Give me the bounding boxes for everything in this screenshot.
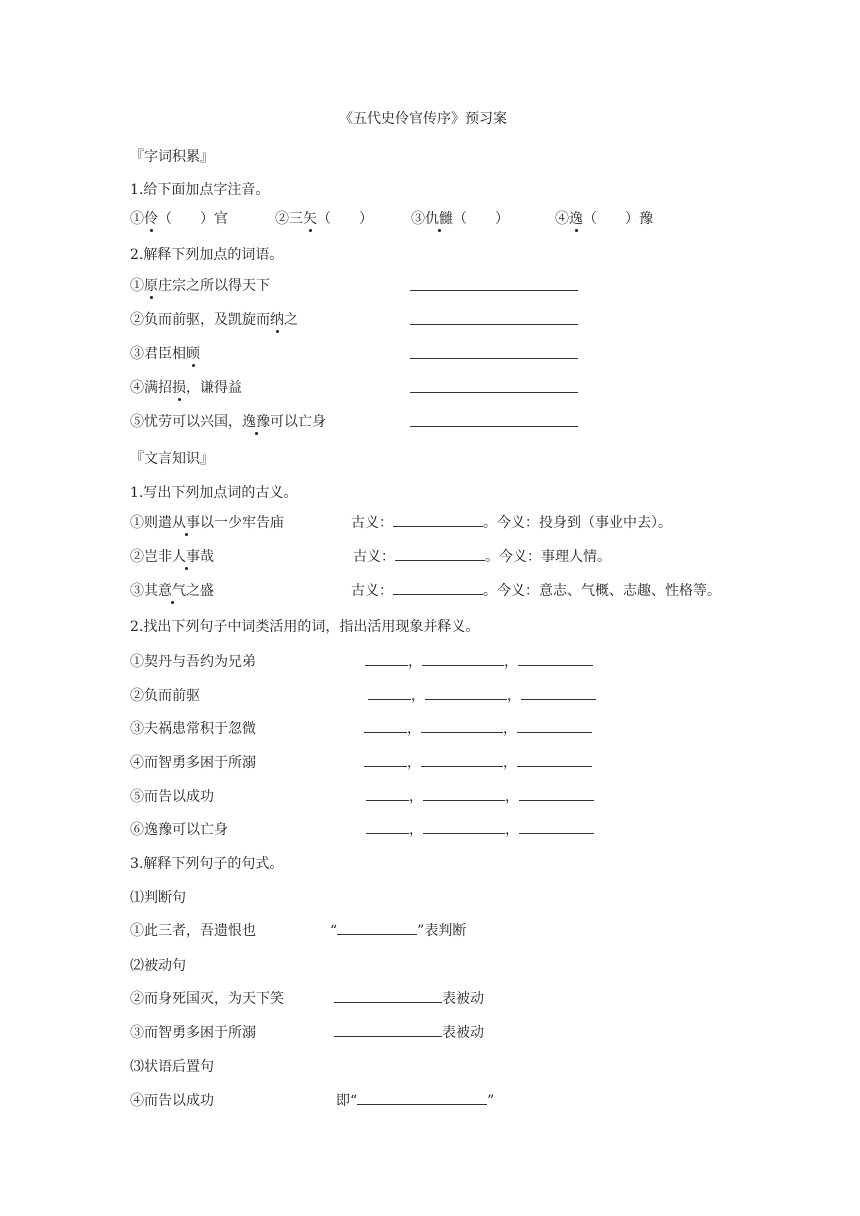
- answer-blank[interactable]: [410, 414, 578, 432]
- pattern-item-3: ③而智勇多困于所溺: [130, 1025, 256, 1041]
- dotted-char: 矢: [303, 211, 317, 227]
- subheading-judgment: ⑴判断句: [130, 890, 186, 906]
- dotted-char: 伶: [144, 211, 158, 227]
- word-class-item-3: ③夫祸患常积于忽微: [130, 721, 256, 737]
- answer-blanks: ， ，: [366, 788, 594, 806]
- pattern-answer-4: 即“ ”: [336, 1093, 495, 1109]
- dotted-char: 损: [172, 380, 186, 396]
- dotted-char: 从事: [172, 515, 200, 531]
- answer-blank[interactable]: [395, 548, 485, 561]
- answer-blanks: ， ，: [368, 687, 596, 705]
- ancient-meaning-answer-3: 古义： 。今义：意志、气概、志趣、性格等。: [351, 583, 721, 599]
- define-item-3: ③君臣相顾: [130, 346, 200, 362]
- question-5-heading: 3.解释下列句子的句式。: [130, 856, 284, 872]
- dotted-char: 逸豫: [242, 414, 270, 430]
- answer-blank[interactable]: [410, 278, 578, 296]
- dotted-char: 纳: [270, 312, 284, 328]
- word-class-item-6: ⑥逸豫可以亡身: [130, 822, 228, 838]
- define-item-1: ①原庄宗之所以得天下: [130, 278, 270, 294]
- answer-blanks: ， ，: [366, 821, 594, 839]
- answer-blanks: ， ，: [364, 754, 592, 772]
- dotted-char: 顾: [186, 346, 200, 362]
- page-title: 《五代史伶官传序》预习案: [339, 111, 507, 127]
- dotted-char: 仇雠: [425, 211, 453, 227]
- question-4-heading: 2.找出下列句子中词类活用的词，指出活用现象并释义。: [130, 619, 480, 635]
- define-item-2: ②负而前驱，及凯旋而纳之: [130, 312, 298, 328]
- subheading-passive: ⑵被动句: [130, 958, 186, 974]
- question-2-heading: 2.解释下列加点的词语。: [130, 247, 284, 263]
- answer-blank[interactable]: [410, 346, 578, 364]
- answer-blank[interactable]: [334, 990, 442, 1003]
- dotted-char: 意气: [158, 583, 186, 599]
- pattern-answer-3: 表被动: [334, 1024, 484, 1042]
- section-heading-classical: 『文言知识』: [130, 451, 214, 467]
- pinyin-item-3: ③仇雠（ ）: [411, 211, 509, 227]
- pattern-answer-2: 表被动: [334, 990, 484, 1008]
- answer-blanks: ， ，: [365, 653, 593, 671]
- pinyin-item-1: ①伶（ ）官: [130, 211, 228, 227]
- answer-blanks: ， ，: [364, 720, 592, 738]
- pattern-item-1: ①此三者，吾遗恨也: [130, 923, 256, 939]
- answer-blank[interactable]: [393, 582, 483, 595]
- pinyin-item-2: ②三矢（ ）: [275, 211, 373, 227]
- define-item-4: ④满招损，谦得益: [130, 380, 242, 396]
- answer-blank[interactable]: [357, 1092, 487, 1105]
- pinyin-item-4: ④逸（ ）豫: [555, 211, 653, 227]
- answer-blank[interactable]: [410, 312, 578, 330]
- ancient-meaning-item-3: ③其意气之盛: [130, 583, 214, 599]
- ancient-meaning-item-2: ②岂非人事哉: [130, 549, 214, 565]
- dotted-char: 人事: [172, 549, 200, 565]
- answer-blank[interactable]: [410, 380, 578, 398]
- pattern-answer-1: “ ”表判断: [330, 923, 467, 939]
- answer-blank[interactable]: [334, 1024, 442, 1037]
- define-item-5: ⑤忧劳可以兴国，逸豫可以亡身: [130, 414, 326, 430]
- section-heading-vocab: 『字词积累』: [130, 149, 214, 165]
- answer-blank[interactable]: [393, 514, 483, 527]
- subheading-adverbial: ⑶状语后置句: [130, 1059, 214, 1075]
- ancient-meaning-item-1: ①则遣从事以一少牢告庙: [130, 515, 284, 531]
- question-3-heading: 1.写出下列加点词的古义。: [130, 485, 298, 501]
- word-class-item-2: ②负而前驱: [130, 688, 200, 704]
- answer-blank[interactable]: [337, 922, 417, 935]
- word-class-item-5: ⑤而告以成功: [130, 789, 214, 805]
- question-1-heading: 1.给下面加点字注音。: [130, 182, 270, 198]
- dotted-char: 原: [144, 278, 158, 294]
- word-class-item-1: ①契丹与吾约为兄弟: [130, 654, 256, 670]
- word-class-item-4: ④而智勇多困于所溺: [130, 755, 256, 771]
- ancient-meaning-answer-2: 古义： 。今义：事理人情。: [353, 549, 611, 565]
- ancient-meaning-answer-1: 古义： 。今义：投身到（事业中去）。: [351, 515, 672, 531]
- dotted-char: 逸: [569, 211, 583, 227]
- pattern-item-4: ④而告以成功: [130, 1093, 214, 1109]
- pattern-item-2: ②而身死国灭，为天下笑: [130, 991, 284, 1007]
